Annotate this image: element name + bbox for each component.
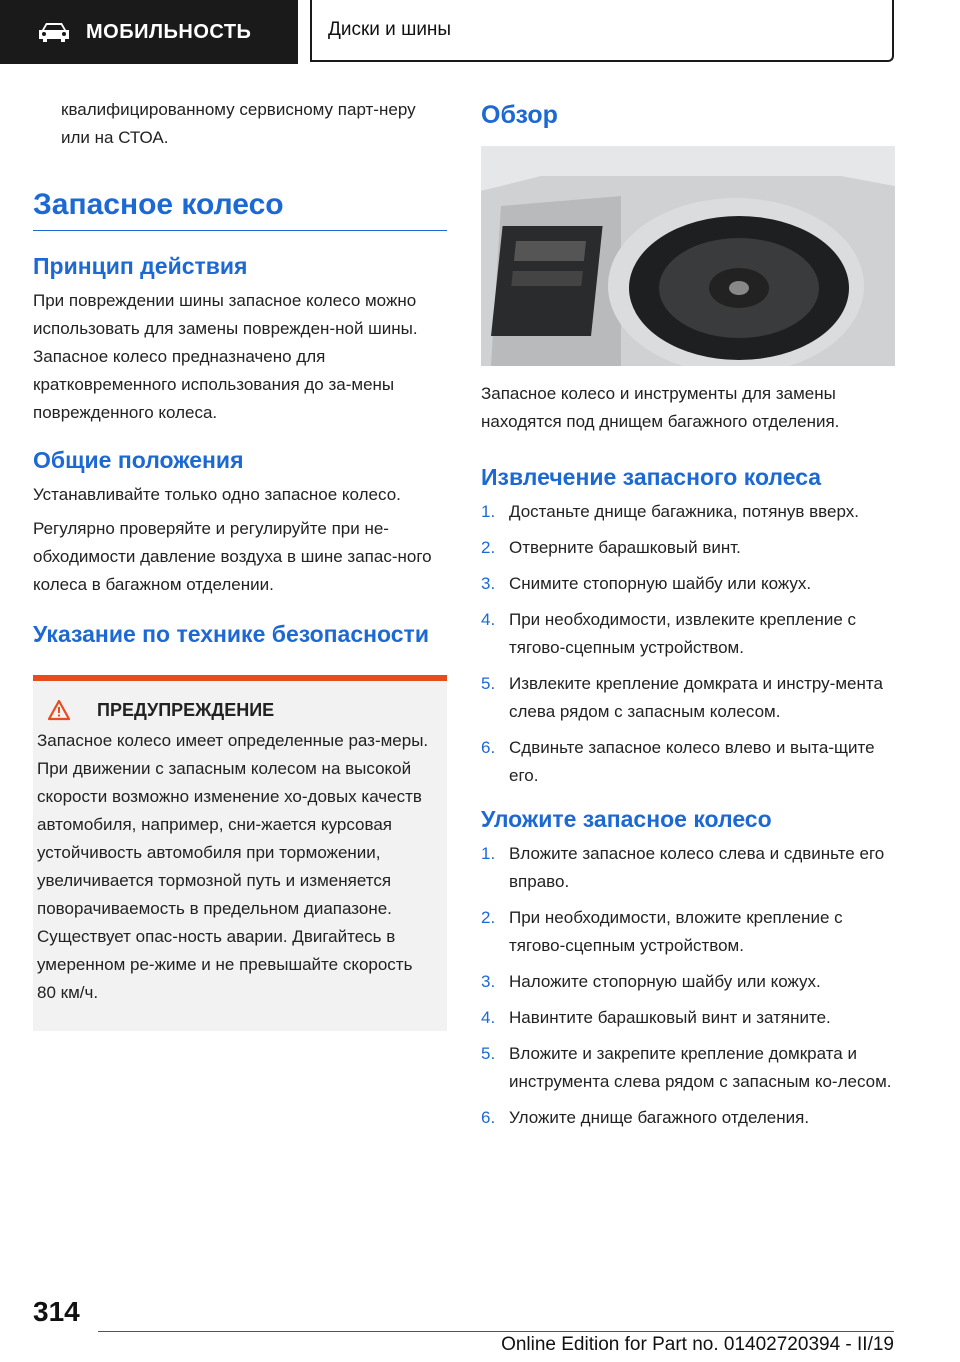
step-number: 6. (481, 738, 496, 757)
step-text: Наложите стопорную шайбу или кожух. (509, 972, 821, 991)
warning-triangle-icon (47, 699, 71, 721)
page-number: 314 (33, 1296, 80, 1327)
step-number: 6. (481, 1108, 496, 1127)
list-item (481, 1104, 895, 1132)
step-number: 3. (481, 574, 496, 593)
footer-edition: Online Edition for Part no. 01402720394 - II/19 (501, 1334, 894, 1355)
step-number: 3. (481, 972, 496, 991)
step-text: При необходимости, извлеките крепление с тягово-сцепным устройством. (509, 610, 857, 657)
step-text: Вложите и закрепите крепление домкрата и инструмента слева рядом с запасным ко-лесом. (509, 1044, 892, 1091)
step-text: Навинтите барашковый винт и затяните. (509, 1008, 831, 1027)
chapter-title: Диски и шины (328, 19, 452, 40)
list-item (481, 534, 895, 562)
page-title: Запасное колесо (33, 188, 447, 231)
step-text: Сдвиньте запасное колесо влево и выта-щите его. (509, 738, 875, 785)
list-item (481, 968, 895, 996)
stow-heading: Уложите запасное колесо (481, 806, 772, 832)
list-item (481, 1004, 895, 1032)
principle-text: При повреждении шины запасное колесо можно использовать для замены поврежден-ной шины. Запасное колесо предназначено для кратковременного использования до за-мены поврежденного колеса. (33, 291, 418, 422)
step-text: Снимите стопорную шайбу или кожух. (509, 574, 812, 593)
continuation-text: квалифицированному сервисному парт-неру или на СТОА. (61, 100, 416, 147)
right-column (481, 96, 895, 1140)
step-number: 1. (481, 844, 496, 863)
left-column (33, 96, 447, 1031)
list-item (481, 570, 895, 598)
step-text: Отверните барашковый винт. (509, 538, 741, 557)
list-item (481, 498, 895, 526)
footer-divider (98, 1331, 894, 1332)
safety-heading: Указание по технике безопасности (33, 621, 429, 647)
step-number: 2. (481, 538, 496, 557)
step-number: 1. (481, 502, 496, 521)
remove-heading: Извлечение запасного колеса (481, 464, 822, 490)
principle-heading: Принцип действия (33, 253, 248, 279)
section-tab (0, 0, 298, 64)
warning-box (33, 675, 447, 1031)
remove-steps-list (481, 498, 895, 790)
step-number: 4. (481, 1008, 496, 1027)
warning-title: ПРЕДУПРЕЖДЕНИЕ (97, 699, 275, 720)
list-item (481, 840, 895, 896)
step-text: При необходимости, вложите крепление с тягово-сцепным устройством. (509, 908, 843, 955)
step-text: Достаньте днище багажника, потянув вверх. (509, 502, 859, 521)
step-text: Уложите днище багажного отделения. (509, 1108, 810, 1127)
list-item (481, 734, 895, 790)
step-number: 5. (481, 674, 496, 693)
overview-heading: Обзор (481, 101, 558, 129)
general-text-1: Устанавливайте только одно запасное колесо. (33, 485, 401, 504)
stow-steps-list (481, 840, 895, 1132)
chapter-header (310, 0, 894, 62)
car-icon (36, 20, 72, 44)
trunk-illustration (481, 146, 895, 366)
step-number: 5. (481, 1044, 496, 1063)
general-heading: Общие положения (33, 447, 244, 473)
general-text-2: Регулярно проверяйте и регулируйте при не-обходимости давление воздуха в шине запас-ного колеса в багажном отделении. (33, 519, 432, 594)
warning-header (33, 699, 435, 721)
step-text: Извлеките крепление домкрата и инстру-мента слева рядом с запасным колесом. (509, 674, 883, 721)
photo-caption: Запасное колесо и инструменты для замены находятся под днищем багажного отделения. (481, 384, 840, 431)
step-number: 2. (481, 908, 496, 927)
step-number: 4. (481, 610, 496, 629)
list-item (481, 1040, 895, 1096)
section-label: МОБИЛЬНОСТЬ (86, 20, 252, 43)
list-item (481, 670, 895, 726)
list-item (481, 904, 895, 960)
spare-wheel-photo (481, 146, 895, 366)
warning-text: Запасное колесо имеет определенные раз-меры. При движении с запасным колесом на высокой скорости возможно изменение хо-довых качеств автомобиля, например, сни-жается курсовая устойчивость автомобиля при торможении, увеличивается тормозной путь и изменяется поворачиваемость в предельном диапазоне. Существует опас-ность аварии. Двигайтесь в умеренном ре-жиме и не превышайте скорость 80 км/ч. (37, 731, 429, 1002)
step-text: Вложите запасное колесо слева и сдвиньте его вправо. (509, 844, 885, 891)
list-item (481, 606, 895, 662)
